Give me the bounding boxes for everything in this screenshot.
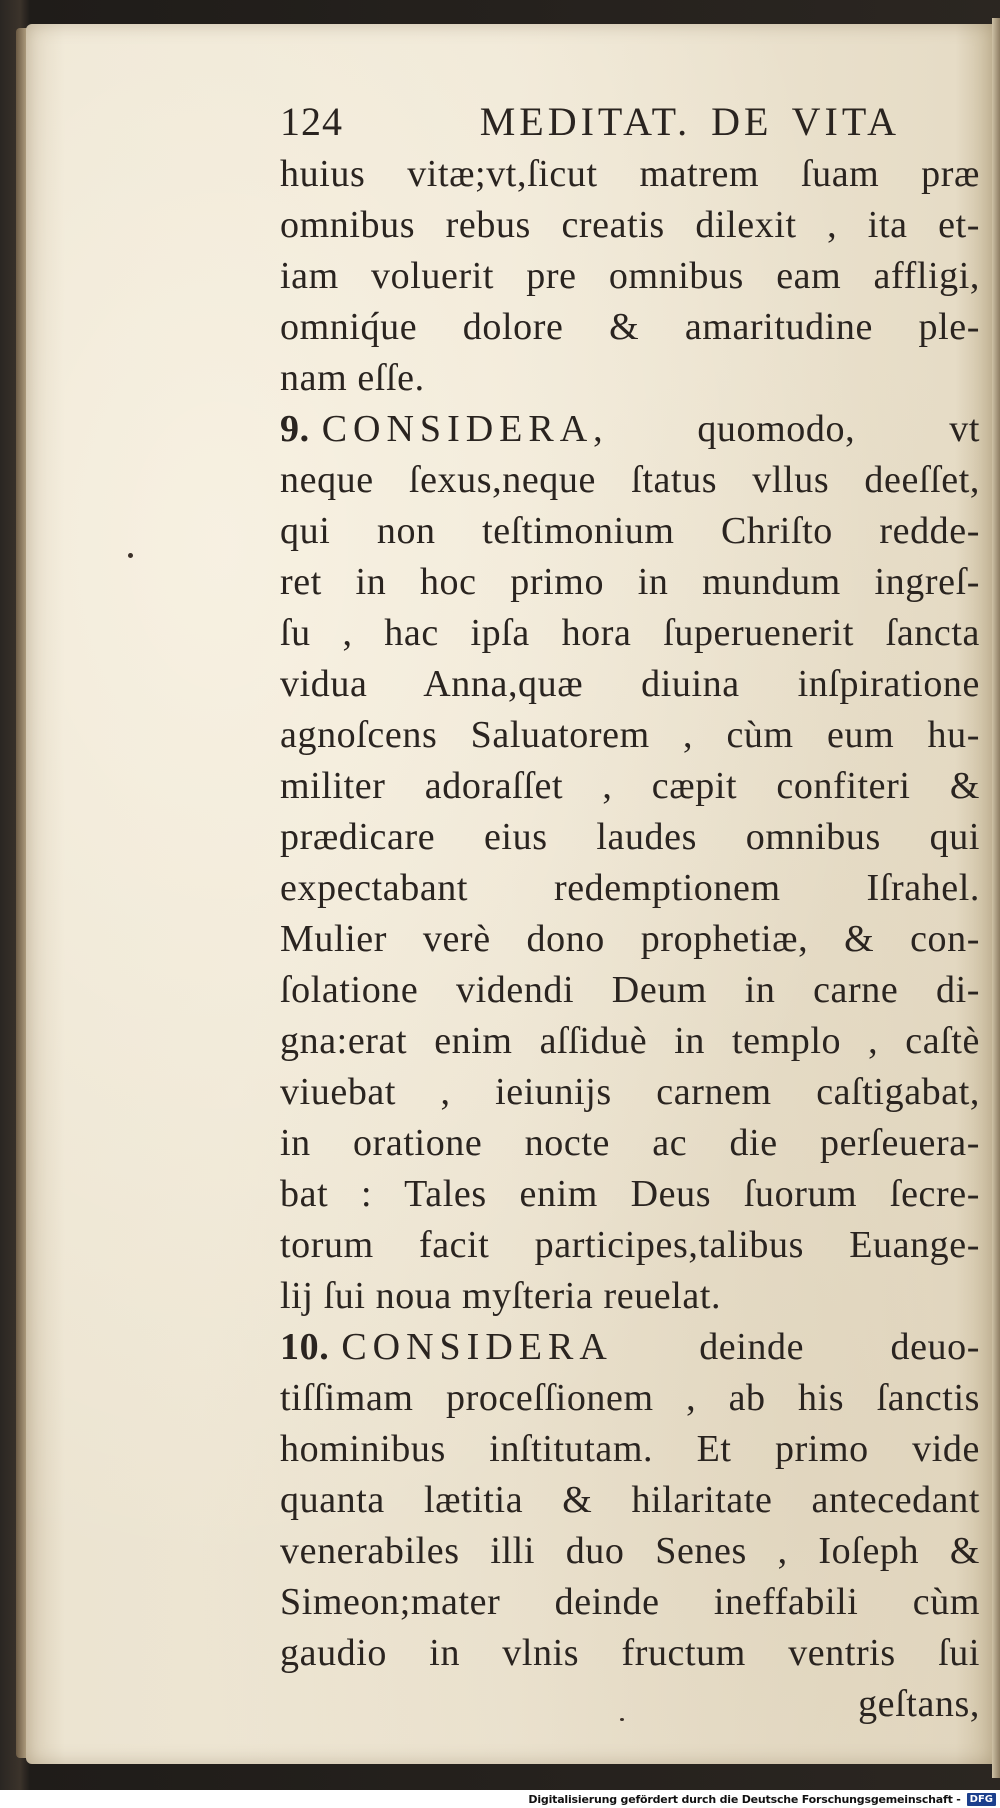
paragraph-keyword: CONSIDERA bbox=[341, 1326, 613, 1368]
paragraph-text: , quomodo, vt bbox=[593, 408, 980, 450]
text-line: gna:erat enim aſſiduè in templo , caſtè bbox=[280, 1020, 980, 1062]
text-line: vidua Anna,quæ diuina inſpiratione bbox=[280, 663, 980, 705]
text-line: militer adoraſſet , cæpit confiteri & bbox=[280, 765, 980, 807]
running-title: MEDITAT. DE VITA bbox=[479, 99, 900, 144]
text-line: expectabant redemptionem Iſrahel. bbox=[280, 867, 980, 909]
paragraph-number: 9. bbox=[280, 408, 310, 450]
text-line: viuebat , ieiunijs carnem caſtigabat, bbox=[280, 1071, 980, 1113]
paragraph-text: deinde deuo- bbox=[699, 1326, 980, 1368]
paragraph-9-first-line bbox=[280, 404, 980, 455]
text-line: huius vitæ;vt,ſicut matrem ſuam præ bbox=[280, 153, 980, 195]
paragraph-10-first-line bbox=[280, 1322, 980, 1373]
digitization-footer bbox=[0, 1790, 1000, 1808]
text-line: venerabiles illi duo Senes , Ioſeph & bbox=[280, 1530, 980, 1572]
text-line: ſu , hac ipſa hora ſuperuenerit ſancta bbox=[280, 612, 980, 654]
page-number: 124 bbox=[280, 99, 343, 144]
text-line: neque ſexus,neque ſtatus vllus deeſſet, bbox=[280, 459, 980, 501]
text-line: torum facit participes,talibus Euange- bbox=[280, 1224, 980, 1266]
text-line: Mulier verè dono prophetiæ, & con- bbox=[280, 918, 980, 960]
text-line: agnoſcens Saluatorem , cùm eum hu- bbox=[280, 714, 980, 756]
text-line: bat : Tales enim Deus ſuorum ſecre- bbox=[280, 1173, 980, 1215]
text-line: lij ſui noua myſteria reuelat. bbox=[280, 1275, 722, 1317]
text-line: gaudio in vlnis fructum ventris ſui bbox=[280, 1632, 980, 1674]
text-line: in oratione nocte ac die perſeuera- bbox=[280, 1122, 980, 1164]
page-fore-edge bbox=[992, 18, 1000, 1778]
ink-speck bbox=[128, 553, 133, 558]
catchword: geſtans, bbox=[858, 1683, 980, 1725]
text-line: omniq́ue dolore & amaritudine ple- bbox=[280, 306, 980, 348]
text-line: prædicare eius laudes omnibus qui bbox=[280, 816, 980, 858]
dfg-logo: DFG bbox=[967, 1793, 996, 1806]
text-line: tiſſimam proceſſionem , ab his ſanctis bbox=[280, 1377, 980, 1419]
text-line: ſolatione videndi Deum in carne di- bbox=[280, 969, 980, 1011]
text-line: omnibus rebus creatis dilexit , ita et- bbox=[280, 204, 980, 246]
paragraph-keyword: CONSIDERA bbox=[321, 408, 594, 450]
text-line: Simeon;mater deinde ineffabili cùm bbox=[280, 1581, 980, 1623]
text-line: hominibus inſtitutam. Et primo vide bbox=[280, 1428, 980, 1470]
text-line: ret in hoc primo in mundum ingreſ- bbox=[280, 561, 980, 603]
page-text bbox=[280, 96, 992, 1730]
paragraph-number: 10. bbox=[280, 1326, 330, 1368]
text-line: iam voluerit pre omnibus eam affligi, bbox=[280, 255, 980, 297]
running-header bbox=[280, 96, 900, 147]
funding-credit: Digitalisierung gefördert durch die Deutsche Forschungsgemeinschaft - bbox=[528, 1792, 961, 1806]
text-line: quanta lætitia & hilaritate antecedant bbox=[280, 1479, 980, 1521]
text-line: nam eſſe. bbox=[280, 357, 425, 399]
text-line: qui non teſtimonium Chriſto redde- bbox=[280, 510, 980, 552]
